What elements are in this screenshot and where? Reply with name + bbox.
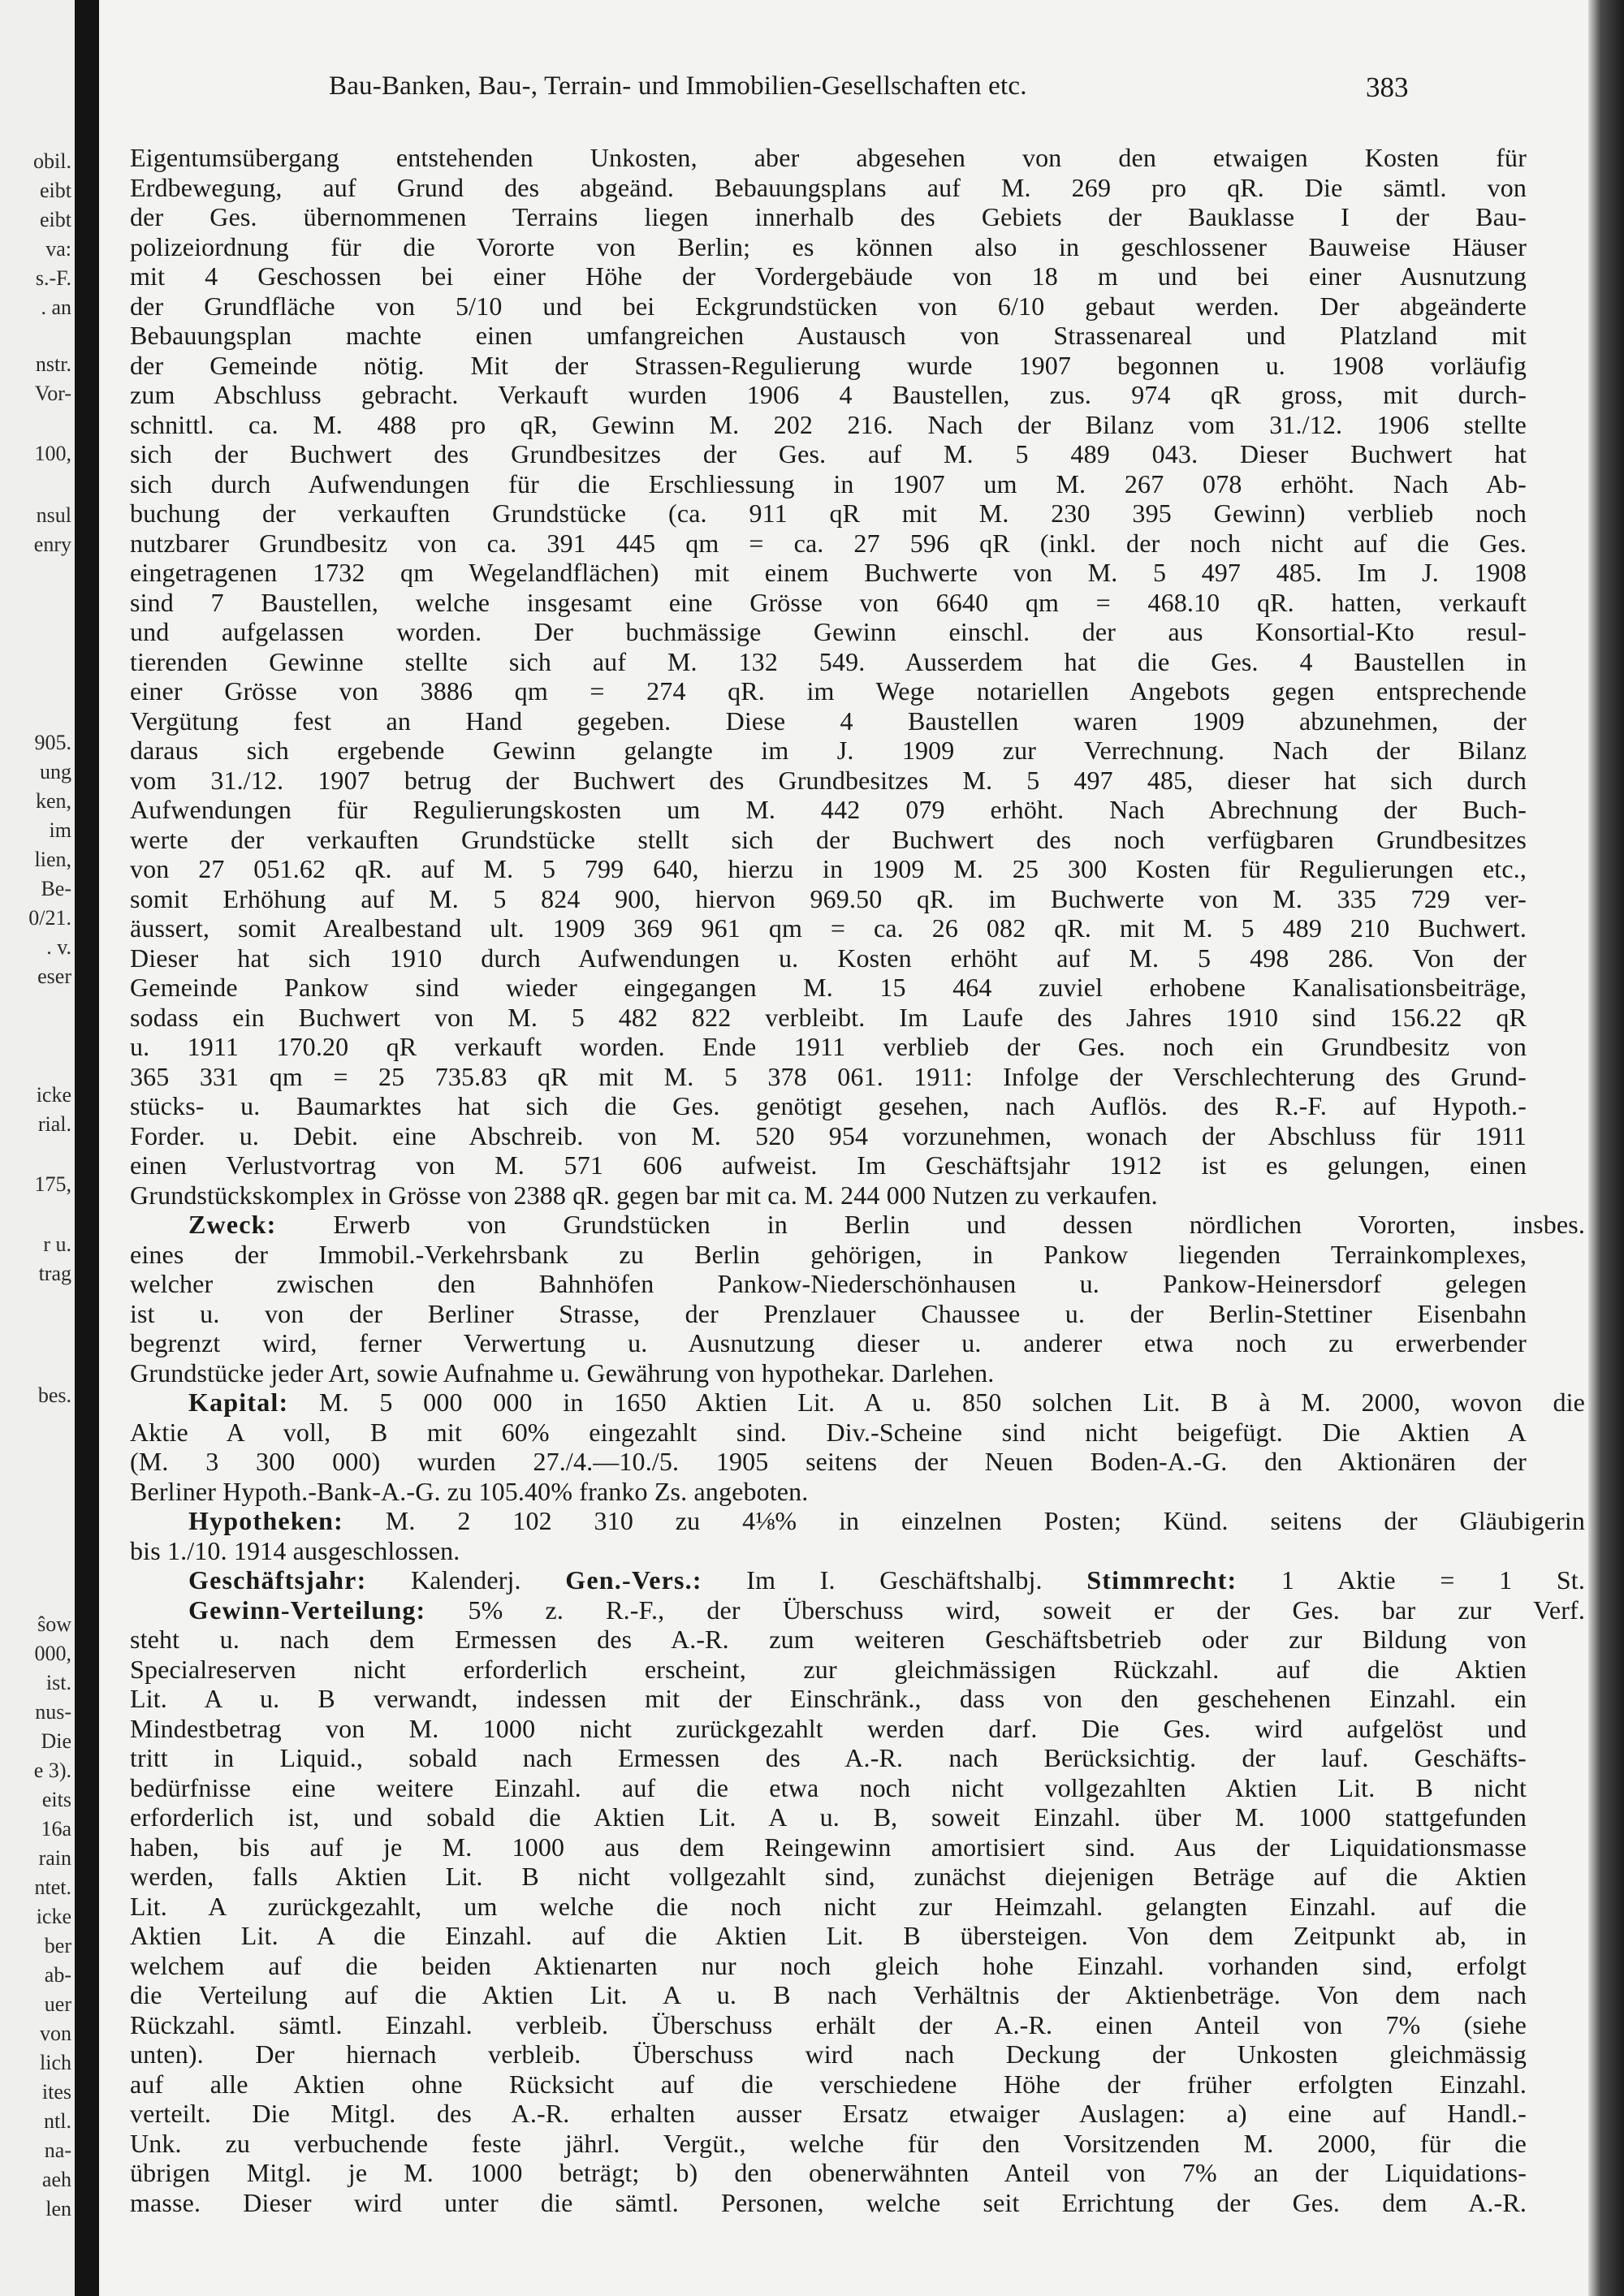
line-text: bis 1./10. 1914 ausgeschlossen. [130,1535,460,1565]
margin-fragment: rain [38,1846,71,1870]
margin-fragment: obil. [33,149,71,173]
section-heading: Gen.-Vers.: [565,1565,702,1595]
line-text: der Ges. übernommenen Terrains liegen innerhalb des Gebiets der Bauklasse I der Bau- [130,202,1527,231]
line-text: mit 4 Geschossen bei einer Höhe der Vordergebäude von 18 m und bei einer Ausnutzung [130,261,1527,291]
line-text: Rückzahl. sämtl. Einzahl. verbleib. Überschuss erhält der A.-R. einen Anteil von 7% (siehe [130,2009,1527,2039]
line-text: eingetragenen 1732 qm Wegelandflächen) mit einem Buchwerte von M. 5 497 485. Im J. 1908 [130,558,1527,587]
line-text: Erdbewegung, auf Grund des abgeänd. Bebauungsplans auf M. 269 pro qR. Die sämtl. von [130,172,1527,202]
line-text: einen Verlustvortrag von M. 571 606 aufweist. Im Geschäftsjahr 1912 ist es gelungen, einen [130,1150,1527,1180]
text-line [130,469,1527,499]
previous-page-margin [0,0,75,2296]
text-line [130,766,1527,796]
line-text: M. 5 000 000 in 1650 Aktien Lit. A u. 850 solchen Lit. B à M. 2000, wovon die [288,1388,1585,1417]
line-text: schnittl. ca. M. 488 pro qR, Gewinn M. 202 216. Nach der Bilanz vom 31./12. 1906 stellte [130,409,1527,439]
section-heading: Stimmrecht: [1086,1565,1237,1595]
text-line [130,2010,1527,2040]
text-line [130,558,1527,588]
line-text: Dieser hat sich 1910 durch Aufwendungen u. Kosten erhöht auf M. 5 498 286. Von der [130,943,1527,973]
text-line [130,1032,1527,1062]
line-text: M. 2 102 310 zu 4⅛% in einzelnen Posten; Künd. seitens der Gläubigerin [343,1506,1585,1535]
margin-fragment: r u. [43,1232,71,1256]
text-line [130,1328,1527,1358]
text-line [130,647,1527,677]
text-line [130,498,1527,529]
section-heading: Zweck: [188,1210,277,1239]
margin-fragment: 175, [34,1172,71,1196]
section-heading: Geschäftsjahr: [188,1565,367,1595]
line-text: steht u. nach dem Ermessen des A.-R. zum weiteren Geschäftsbetrieb oder zur Bildung von [130,1625,1527,1654]
margin-fragment: ist. [45,1671,71,1694]
text-line [130,143,1527,173]
page-edge-shadow [1588,0,1624,2296]
line-text: tierenden Gewinne stellte sich auf M. 132 549. Ausserdem hat die Ges. 4 Baustellen in [130,646,1527,676]
line-text: übrigen Mitgl. je M. 1000 beträgt; b) den obenerwähnten Anteil von 7% an der Liquidations- [130,2158,1527,2187]
text-line [130,1536,1527,1566]
text-line [130,1921,1527,1951]
line-text: Aktien Lit. A die Einzahl. auf die Aktien Lit. B übersteigen. Von dem Zeitpunkt ab, in [130,1921,1527,1950]
line-text: Grundstücke jeder Art, sowie Aufnahme u. Gewährung von hypothekar. Darlehen. [130,1357,995,1388]
text-line [130,884,1527,914]
line-text: auf alle Aktien ohne Rücksicht auf die verschiedene Höhe der früher erfolgten Einzahl. [130,2069,1527,2099]
text-line [130,1418,1527,1448]
section-heading: Gewinn-Verteilung: [188,1595,426,1625]
line-text: Berliner Hypoth.-Bank-A.-G. zu 105.40% franko Zs. angeboten. [130,1476,809,1506]
text-line [130,439,1527,469]
margin-fragment: ber [44,1934,71,1957]
margin-fragment: 100, [34,442,71,465]
line-text: sich durch Aufwendungen für die Erschliessung in 1907 um M. 267 078 erhöht. Nach Ab- [130,468,1527,498]
line-text: der Gemeinde nötig. Mit der Strassen-Regulierung wurde 1907 begonnen u. 1908 vorläufig [130,350,1527,380]
margin-fragment: len [45,2197,71,2220]
line-text: welcher zwischen den Bahnhöfen Pankow-Niederschönhausen u. Pankow-Heinersdorf gelegen [130,1269,1527,1298]
text-line [130,795,1527,825]
line-text: Aufwendungen für Regulierungskosten um M. 442 079 erhöht. Nach Abrechnung der Buch- [130,795,1527,824]
line-text: bedürfnisse eine weitere Einzahl. auf die etwa noch nicht vollgezahlten Aktien Lit. B nicht [130,1772,1527,1802]
line-text: Unk. zu verbuchende feste jährl. Vergüt., welche für den Vorsitzenden M. 2000, für die [130,2128,1527,2158]
text-line [130,588,1527,618]
text-line [130,202,1527,232]
line-text: sich der Buchwert des Grundbesitzes der Ges. auf M. 5 489 043. Dieser Buchwert hat [130,439,1527,468]
margin-fragment: . an [41,296,71,319]
text-line [130,291,1527,322]
body-text [130,143,1585,2217]
line-text: eines der Immobil.-Verkehrsbank zu Berlin gehörigen, in Pankow liegenden Terrainkomplexes, [130,1239,1527,1269]
margin-fragment: 16a [41,1817,71,1841]
page-number: 383 [1366,71,1409,103]
margin-fragment: eibt [40,179,71,202]
text-line [130,1743,1527,1773]
line-text: Vergütung fest an Hand gegeben. Diese 4 Baustellen waren 1909 abzunehmen, der [130,706,1527,736]
text-line [130,2039,1527,2069]
margin-fragment: ntet. [34,1875,71,1899]
margin-fragment: ites [41,2080,71,2104]
line-text: Kalenderj. [366,1565,566,1595]
text-line [130,1447,1527,1477]
margin-fragment: s.-F. [35,266,71,290]
line-text: unten). Der hiernach verbleib. Überschuss wird nach Deckung der Unkosten gleichmässig [130,2039,1527,2069]
margin-fragment: uer [44,1992,71,2016]
line-text: daraus sich ergebende Gewinn gelangte im J. 1909 zur Verrechnung. Nach der Bilanz [130,736,1527,765]
line-text: Lit. A u. B verwandt, indessen mit der Einschränk., dass von den geschehenen Einzahl. ein [130,1684,1527,1713]
line-text: Eigentumsübergang entstehenden Unkosten, aber abgesehen von den etwaigen Kosten für [130,143,1527,172]
line-text: zum Abschluss gebracht. Verkauft wurden 1906 4 Baustellen, zus. 974 qR gross, mit durch- [130,380,1527,409]
line-text: u. 1911 170.20 qR verkauft worden. Ende 1911 verblieb der Ges. noch ein Grundbesitz von [130,1032,1527,1061]
text-line [130,706,1527,736]
text-line [130,1802,1527,1832]
margin-fragment: 905. [34,731,71,754]
text-line [130,1091,1527,1121]
line-text: 5% z. R.-F., der Überschuss wird, soweit er der Ges. bar zur Verf. [425,1595,1585,1625]
margin-fragment: nus- [35,1700,71,1724]
line-text: stücks- u. Baumarktes hat sich die Ges. genötigt gesehen, nach Auflös. des R.-F. auf Hypoth.- [130,1091,1527,1120]
page-header [99,71,1588,107]
margin-fragment: na- [44,2138,71,2162]
text-line [130,617,1527,647]
margin-fragment: 0/21. [28,906,71,930]
text-line [130,410,1527,440]
margin-fragment: . v. [46,935,71,959]
margin-fragment: nsul [36,503,71,527]
text-line [130,736,1527,766]
line-text: Grundstückskomplex in Grösse von 2388 qR. gegen bar mit ca. M. 244 000 Nutzen zu verkaufen. [130,1180,1158,1210]
text-line [130,943,1527,973]
line-text: Specialreserven nicht erforderlich erscheint, zur gleichmässigen Rückzahl. auf die Aktien [130,1654,1527,1684]
line-text: 1 Aktie = 1 St. [1237,1565,1585,1595]
line-text: Gemeinde Pankow sind wieder eingegangen M. 15 464 zuviel erhobene Kanalisationsbeiträge, [130,973,1527,1002]
line-text: Forder. u. Debit. eine Abschreib. von M. 520 954 vorzunehmen, wonach der Abschluss für 1911 [130,1120,1527,1150]
line-text: Lit. A zurückgezahlt, um welche die noch nicht zur Heimzahl. gelangten Einzahl. auf die [130,1891,1527,1921]
page [99,0,1588,2296]
text-line [130,232,1527,262]
line-text: erforderlich ist, und sobald die Aktien Lit. A u. B, soweit Einzahl. über M. 1000 stattgefunden [130,1802,1527,1832]
text-line [130,1003,1527,1033]
margin-fragment: lien, [34,848,71,871]
margin-fragment: Be- [41,877,71,900]
line-text: verteilt. Die Mitgl. des A.-R. erhalten ausser Ersatz etwaiger Auslagen: a) eine auf Handl.- [130,2099,1527,2128]
margin-fragment: Die [41,1729,71,1753]
margin-fragment: ung [40,760,71,783]
text-line [130,676,1527,706]
text-line [130,2158,1527,2188]
line-text: (M. 3 300 000) wurden 27./4.—10./5. 1905 seitens der Neuen Boden-A.-G. den Aktionären der [130,1447,1527,1476]
margin-fragment: eits [41,1788,71,1811]
text-line [130,1892,1527,1922]
text-line [130,2099,1527,2129]
text-line [130,1210,1585,1240]
section-heading: Hypotheken: [188,1506,343,1535]
section-heading: Kapital: [188,1388,289,1417]
margin-fragment: va: [45,237,71,261]
text-line [130,1951,1527,1981]
text-line [130,1773,1527,1803]
margin-fragment: von [40,2022,71,2045]
text-line [130,1062,1527,1092]
text-line [130,351,1527,381]
line-text: und aufgelassen worden. Der buchmässige Gewinn einschl. der aus Konsortial-Kto resul- [130,617,1527,646]
line-text: masse. Dieser wird unter die sämtl. Personen, welche seit Errichtung der Ges. dem A.-R. [130,2187,1527,2217]
text-line [130,1684,1527,1714]
margin-fragment: trag [38,1262,71,1285]
text-line [130,913,1527,943]
line-text: der Grundfläche von 5/10 und bei Eckgrundstücken von 6/10 gebaut werden. Der abgeänderte [130,291,1527,321]
line-text: somit Erhöhung auf M. 5 824 900, hiervon 969.50 qR. im Buchwerte von M. 335 729 ver- [130,883,1527,913]
text-line [130,2069,1527,2100]
line-text: vom 31./12. 1907 betrug der Buchwert des Grundbesitzes M. 5 497 485, dieser hat sich durch [130,765,1527,795]
line-text: sodass ein Buchwert von M. 5 482 822 verbleibt. Im Laufe des Jahres 1910 sind 156.22 qR [130,1002,1527,1032]
book-gutter [75,0,99,2296]
line-text: nutzbarer Grundbesitz von ca. 391 445 qm = ca. 27 596 qR (inkl. der noch nicht auf die Ges. [130,528,1527,558]
line-text: polizeiordnung für die Vororte von Berlin; es können also in geschlossener Bauweise Häuser [130,231,1527,261]
line-text: welchem auf die beiden Aktienarten nur noch gleich hohe Einzahl. vorhanden sind, erfolgt [130,1950,1527,1980]
text-line [130,1980,1527,2010]
line-text: 365 331 qm = 25 735.83 qR mit M. 5 378 061. 1911: Infolge der Verschlechterung des Grund- [130,1061,1527,1091]
text-line [130,380,1527,410]
margin-fragment: lich [40,2051,71,2074]
margin-fragment: rial. [37,1112,71,1136]
text-line [130,1240,1527,1270]
line-text: äussert, somit Arealbestand ult. 1909 369 961 qm = ca. 26 082 qR. mit M. 5 489 210 Buchwert. [130,913,1527,943]
text-line [130,1150,1527,1180]
text-line [130,825,1527,855]
text-line [130,321,1527,351]
line-text: ist u. von der Berliner Strasse, der Prenzlauer Chaussee u. der Berlin-Stettiner Eisenbahn [130,1298,1527,1328]
line-text: Im I. Geschäftshalbj. [702,1565,1087,1595]
line-text: Aktie A voll, B mit 60% eingezahlt sind. Div.-Scheine sind nicht beigefügt. Die Aktien A [130,1417,1527,1447]
line-text: buchung der verkauften Grundstücke (ca. 911 qR mit M. 230 395 Gewinn) verblieb noch [130,498,1527,528]
text-line [130,854,1527,884]
line-text: die Verteilung auf die Aktien Lit. A u. B nach Verhältnis der Aktienbeträge. Von dem nach [130,1980,1527,2009]
text-line [130,1565,1585,1595]
text-line [130,1655,1527,1685]
text-line [130,1388,1585,1418]
line-text: haben, bis auf je M. 1000 aus dem Reingewinn amortisiert sind. Aus der Liquidationsmasse [130,1832,1527,1862]
line-text: von 27 051.62 qR. auf M. 5 799 640, hierzu in 1909 M. 25 300 Kosten für Regulierungen etc., [130,854,1527,883]
text-line [130,1625,1527,1655]
text-line [130,1269,1527,1299]
text-line [130,973,1527,1003]
text-line [130,1299,1527,1329]
text-line [130,1832,1527,1862]
margin-fragment: im [49,818,71,842]
text-line [130,1358,1527,1388]
line-text: begrenzt wird, ferner Verwertung u. Ausnutzung dieser u. anderer etwa noch zu erwerbender [130,1328,1527,1357]
line-text: Bebauungsplan machte einen umfangreichen Austausch von Strassenareal und Platzland mit [130,321,1527,350]
text-line [130,173,1527,203]
text-line [130,1506,1585,1536]
margin-fragment: icke [36,1905,71,1928]
margin-fragment: 000, [34,1642,71,1665]
line-text: einer Grösse von 3886 qm = 274 qR. im Wege notariellen Angebots gegen entsprechende [130,676,1527,706]
line-text: werden, falls Aktien Lit. B nicht vollgezahlt sind, zunächst diejenigen Beträge auf die Aktien [130,1862,1527,1891]
margin-fragment: eibt [40,208,71,231]
text-line [130,1862,1527,1892]
margin-fragment: enry [33,533,71,556]
text-line [130,2129,1527,2159]
margin-fragment: ken, [35,789,71,813]
book-gutter-bottom [75,2265,99,2296]
margin-fragment: ab- [44,1963,71,1987]
line-text: sind 7 Baustellen, welche insgesamt eine Grösse von 6640 qm = 468.10 qR. hatten, verkauft [130,587,1527,617]
text-line [130,1121,1527,1151]
text-line [130,1180,1527,1211]
text-line [130,2188,1527,2218]
text-line [130,1714,1527,1744]
margin-fragment: ŝow [37,1612,71,1636]
margin-fragment: e 3). [33,1759,71,1782]
line-text: tritt in Liquid., sobald nach Ermessen des A.-R. nach Berücksichtig. der lauf. Geschäfts- [130,1743,1527,1772]
text-line [130,1477,1527,1507]
text-line [130,529,1527,559]
margin-fragment: icke [36,1083,71,1107]
margin-fragment: ntl. [44,2109,71,2133]
margin-fragment: nstr. [35,352,71,376]
margin-fragment: bes. [37,1383,71,1407]
text-line [130,261,1527,291]
text-line [130,1595,1585,1625]
line-text: werte der verkauften Grundstücke stellt sich der Buchwert des noch verfügbaren Grundbesitzes [130,824,1527,854]
line-text: Erwerb von Grundstücken in Berlin und dessen nördlichen Vororten, insbes. [276,1210,1585,1239]
line-text: Mindestbetrag von M. 1000 nicht zurückgezahlt werden darf. Die Ges. wird aufgelöst und [130,1713,1527,1743]
running-head: Bau-Banken, Bau-, Terrain- und Immobilien-Gesellschaften etc. [329,71,1027,101]
margin-fragment: eser [37,965,71,988]
margin-fragment: Vor- [34,382,71,405]
margin-fragment: aeh [41,2168,71,2191]
